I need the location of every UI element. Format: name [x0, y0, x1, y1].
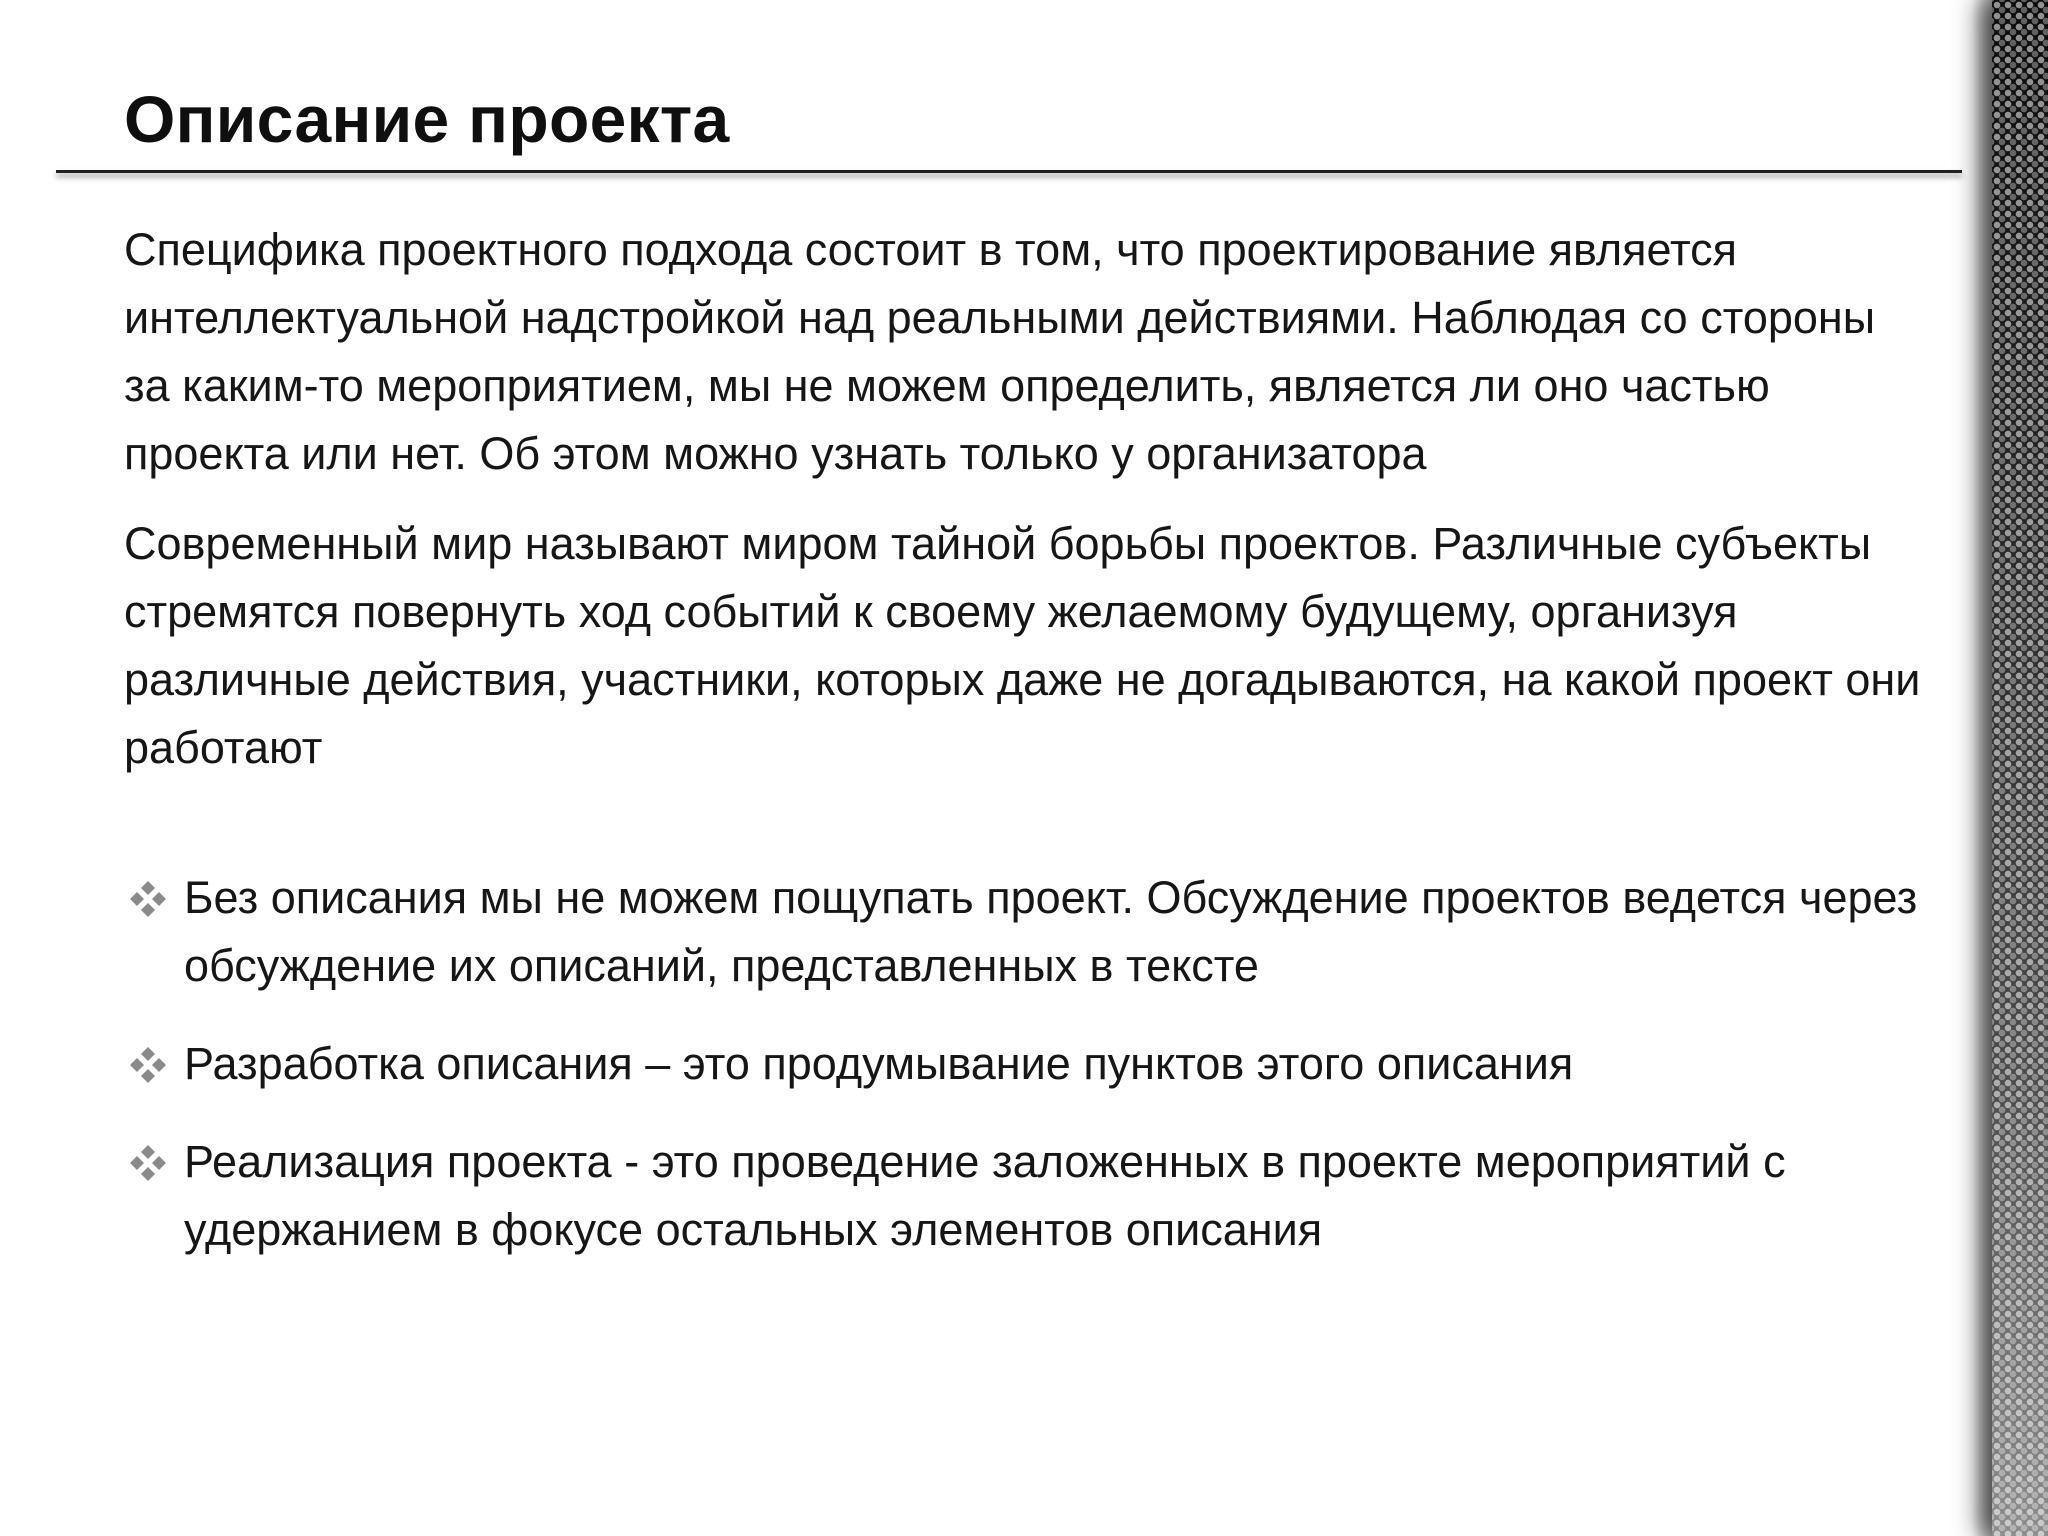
side-strip-shadow	[1972, 0, 1992, 1536]
four-diamond-bullet-icon	[126, 1047, 170, 1083]
bullet-text: Разработка описания – это продумывание пунктов этого описания	[184, 1038, 1574, 1089]
bullet-text: Без описания мы не можем пощупать проект. Обсуждение проектов ведется через обсуждение их описаний, представленных в тексте	[184, 872, 1918, 991]
four-diamond-bullet-icon	[126, 881, 170, 917]
list-item	[124, 1128, 1924, 1264]
slide-title: Описание проекта	[124, 82, 730, 156]
slide-body	[124, 216, 1924, 1294]
paragraph-1: Специфика проектного подхода состоит в том, что проектирование является интеллектуальной надстройкой над реальными действиями. Наблюдая со стороны за каким-то мероприятием, мы не можем определить, является ли оно частью проекта или нет. Об этом можно узнать только у организатора	[124, 224, 1876, 479]
list-item	[124, 1030, 1924, 1098]
paragraph-2: Современный мир называют миром тайной борьбы проектов. Различные субъекты стремятся повернуть ход событий к своему желаемому будущему, организуя различные действия, участники, которых даже не догадываются, на какой проект они работают	[124, 518, 1921, 773]
title-underline	[56, 170, 1962, 173]
list-item	[124, 864, 1924, 1000]
four-diamond-bullet-icon	[126, 1145, 170, 1181]
bullet-text: Реализация проекта - это проведение заложенных в проекте мероприятий с удержанием в фокусе остальных элементов описания	[184, 1136, 1786, 1255]
decorative-side-strip	[1992, 0, 2048, 1536]
bullet-list	[124, 864, 1924, 1264]
